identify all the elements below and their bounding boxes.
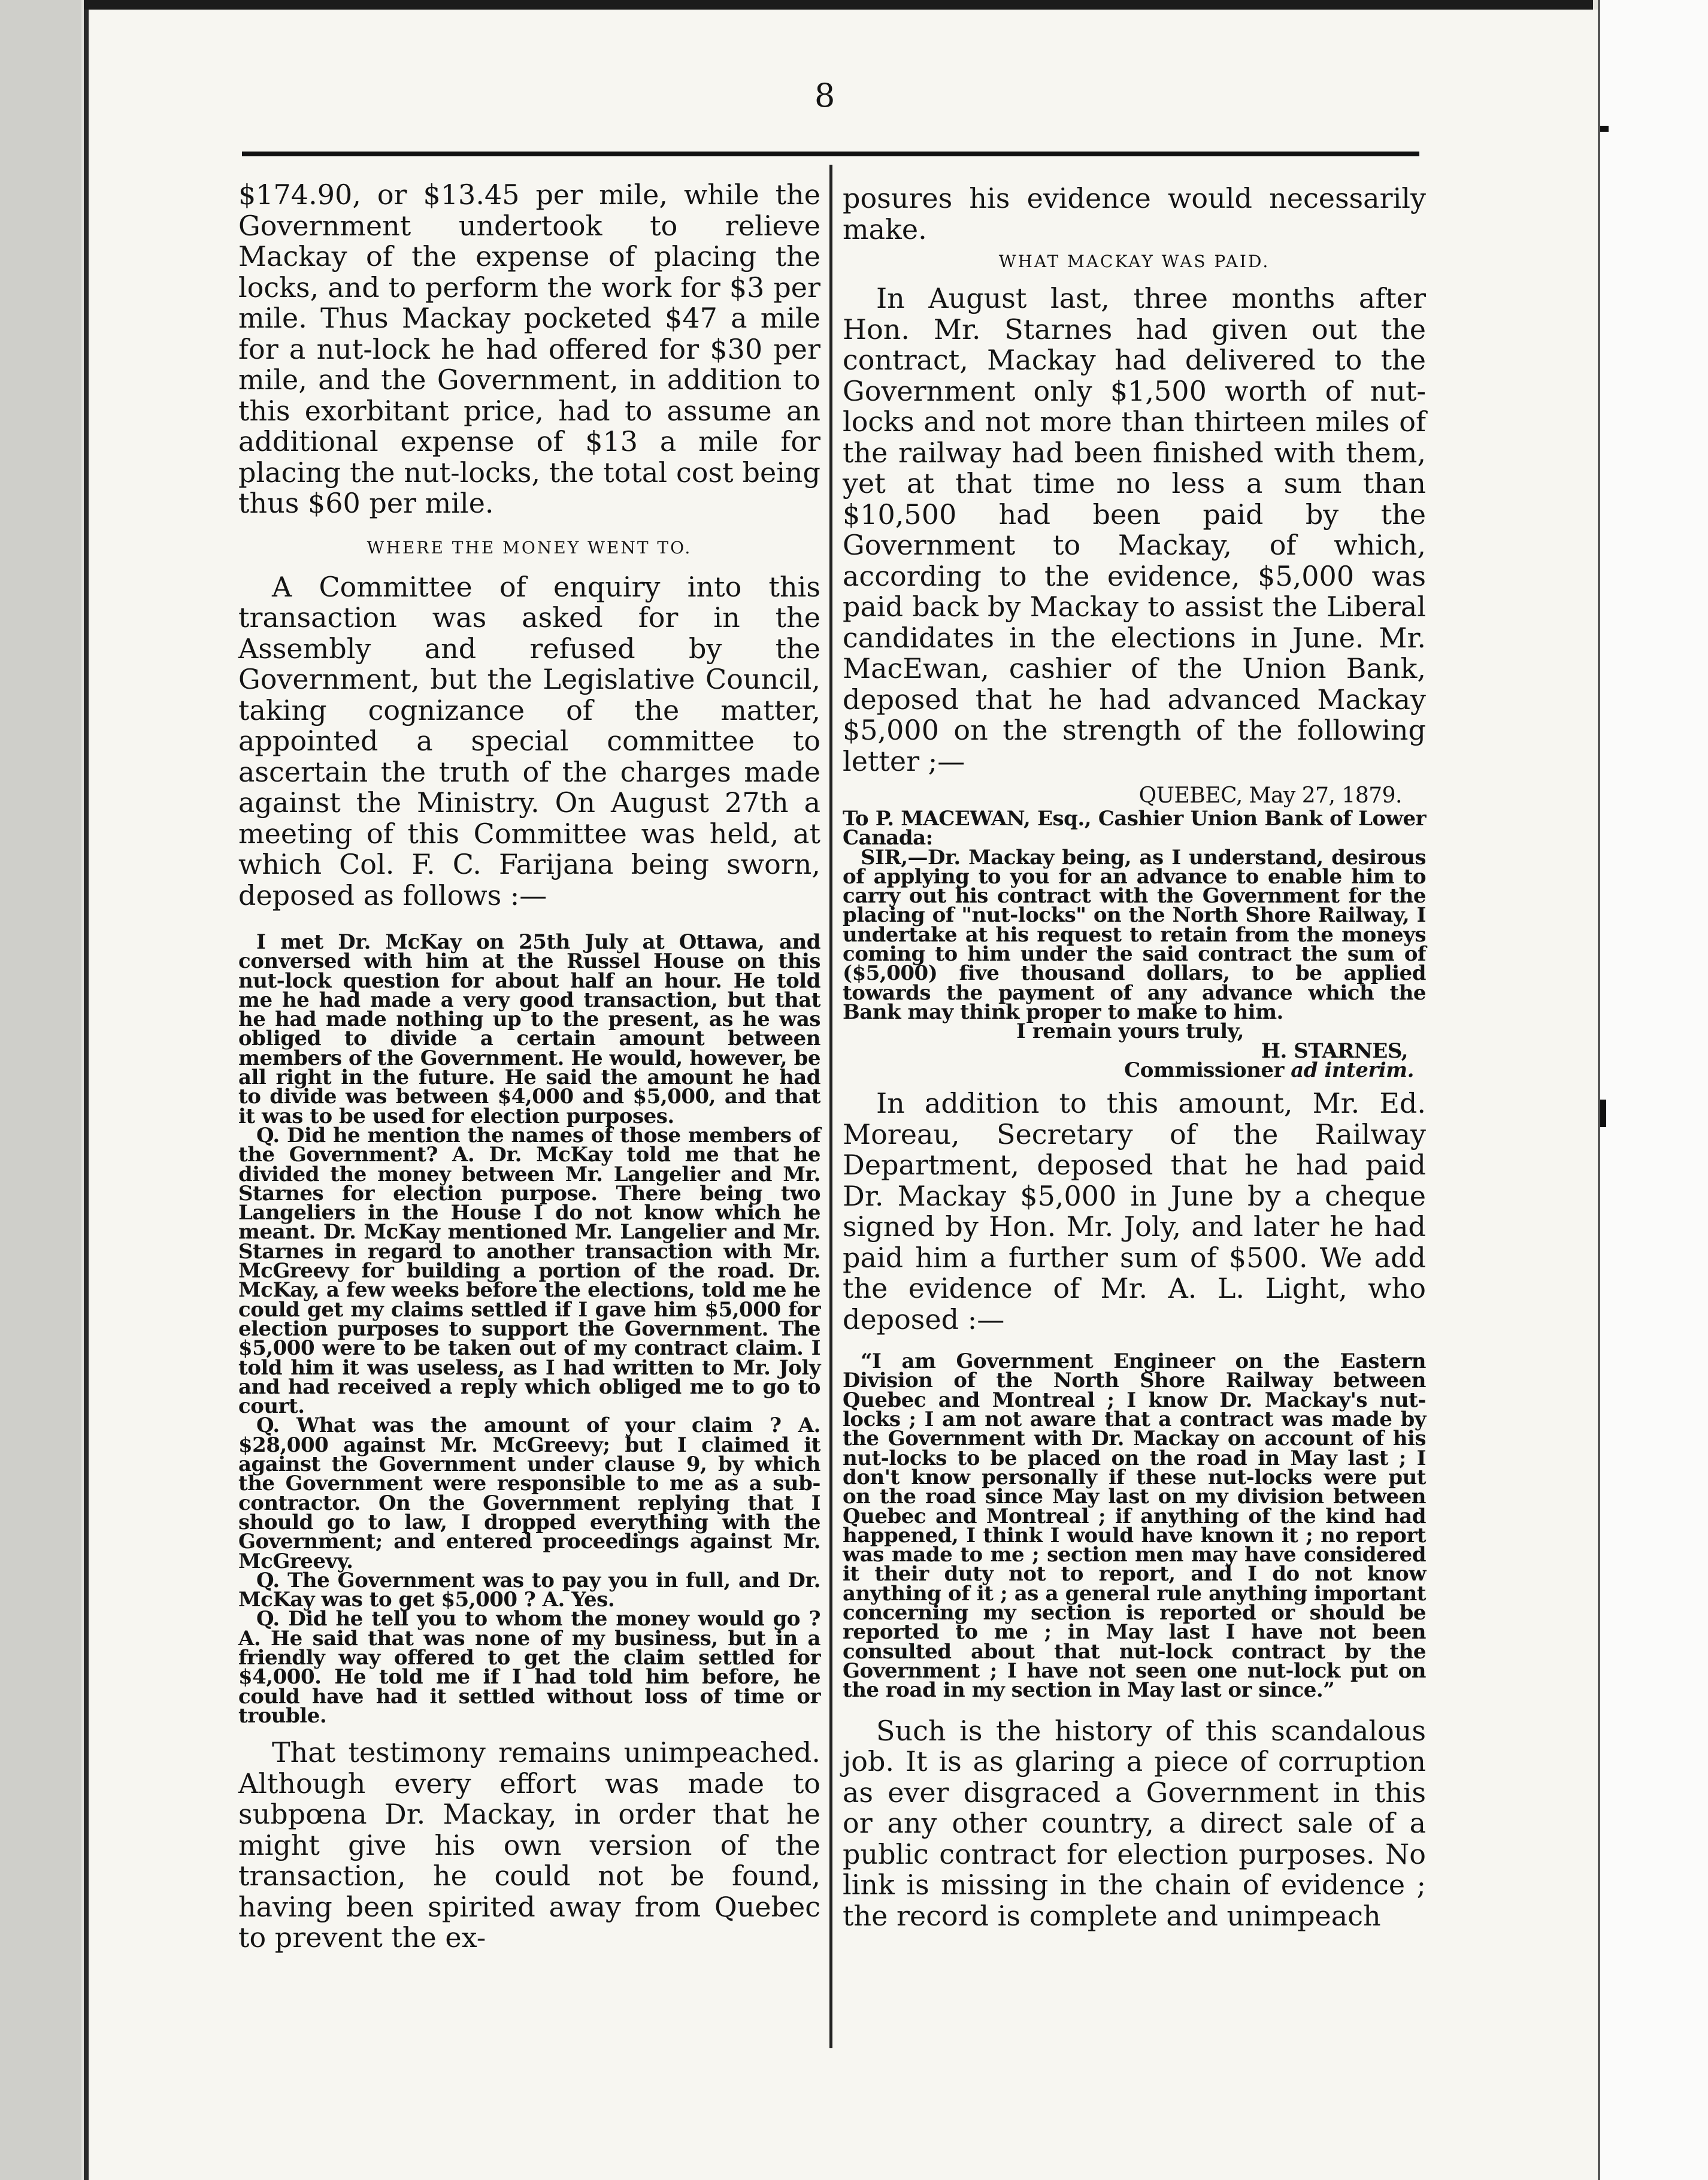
edge-mark: [1600, 126, 1609, 132]
paragraph: $174.90, or $13.45 per mile, while the Government undertook to relieve Mackay of the expense of placing the locks, and to perform the work for $3 per mile. Thus Mackay pocketed $47 a mile for a nut-lock he had offered for $30 per mile, and the Government, in addition to this exorbitant price, had to assume an additional expense of $13 a mile for placing the nut-locks, the total cost being thus $60 per mile.: [238, 178, 820, 519]
paragraph: Such is the history of this scandalous job. It is as glaring a piece of corruption as ever disgraced a Government in this or any other country, a direct sale of a public contract for election purposes. No link is missing in the chain of evidence ; the record is complete and unimpeach: [843, 1714, 1426, 1932]
scan-background-right: [1600, 0, 1708, 2180]
scan-background-left: [0, 0, 81, 2180]
page-number: 8: [814, 77, 835, 114]
quoted-testimony: “I am Government Engineer on the Eastern Division of the North Shore Railway between Quebec and Montreal ; I know Dr. Mackay's nut-locks ; I am not aware that a contract was made by the Government with Dr. Mackay on account of his nut-locks to be placed on the road in May last ; I don't know personally if these nut-locks were put on the road since May last on my division between Quebec and Montreal ; if anything of the kind had happened, I think I would have known it ; no report was made to me ; section men may have considered it their duty not to report, and I do not know anything of it ; as a general rule anything important concerning my section is reported or should be reported to me ; in May last I have not been consulted about that nut-lock contract by the Government ; I have not seen one nut-lock put on the road in my section in May last or since.”: [843, 1349, 1426, 1703]
column-rule: [829, 165, 832, 2048]
testimony-paragraph: Q. The Government was to pay you in full, and Dr. McKay was to get $5,000 ? A. Yes.: [238, 1568, 820, 1612]
section-heading: WHERE THE MONEY WENT TO.: [367, 537, 692, 558]
right-column: [843, 183, 1426, 1931]
signer-title-text: Commissioner: [1124, 1058, 1291, 1082]
letter-signer-title: [843, 1058, 1426, 1082]
paragraph: In August last, three months after Hon. Mr. Starnes had given out the contract, Mackay had delivered to the Government only $1,500 worth of nut-locks and not more than thirteen miles of the railway had been finished with them, yet at that time no less a sum than $10,500 had been paid by the Government to Mackay, of which, according to the evidence, $5,000 was paid back by Mackay to assist the Liberal candidates in the elections in June. Mr. MacEwan, cashier of the Union Bank, deposed that he had advanced Mackay $5,000 on the strength of the following letter ;—: [843, 282, 1426, 777]
edge-mark: [1600, 1100, 1606, 1127]
signer-title-italic: ad interim.: [1291, 1058, 1414, 1082]
paragraph: That testimony remains unimpeached. Although every effort was made to subpœna Dr. Mackay, in order that he might give his own version of the transaction, he could not be found, having been spirited away from Quebec to prevent the ex-: [238, 1736, 820, 1954]
paragraph: In addition to this amount, Mr. Ed. Moreau, Secretary of the Railway Department, deposed that he had paid Dr. Mackay $5,000 in June by a cheque signed by Hon. Mr. Joly, and later he had paid him a further sum of $500. We add the evidence of Mr. A. L. Light, who deposed :—: [843, 1087, 1426, 1336]
header-rule: [242, 152, 1419, 156]
letter-address: To P. MACEWAN, Esq., Cashier Union Bank of Lower Canada:: [843, 807, 1426, 850]
section-heading: WHAT MACKAY WAS PAID.: [998, 252, 1270, 271]
paragraph: posures his evidence would necessarily make.: [843, 182, 1426, 246]
testimony-paragraph: Q. What was the amount of your claim ? A. $28,000 against Mr. McGreevy; but I claimed it against the Government under clause 9, by which the Government were responsible to me as a sub-contractor. On the Government replying that I should go to law, I dropped everything with the Government; and entered proceedings against Mr. McGreevy.: [238, 1413, 820, 1573]
left-column: [238, 180, 820, 1954]
testimony-paragraph: I met Dr. McKay on 25th July at Ottawa, and conversed with him at the Russel House on this nut-lock question for about half an hour. He told me he had made a very good transaction, but that he had made nothing up to the present, as he was obliged to divide a certain amount between members of the Government. He would, however, be all right in the future. He said the amount he had to divide was between $4,000 and $5,000, and that it was to be used for election purposes.: [238, 930, 820, 1128]
letter-signature: H. STARNES,: [1261, 1038, 1408, 1063]
letter-body: SIR,—Dr. Mackay being, as I understand, desirous of applying to you for an advance to enable him to carry out his contract with the Government for the placing of "nut-locks" on the North Shore Railway, I undertake at his request to retain from the moneys coming to him under the said contract the sum of ($5,000) five thousand dollars, to be applied towards the payment of any advance which the Bank may think proper to make to him.: [843, 845, 1426, 1024]
paragraph: A Committee of enquiry into this transaction was asked for in the Assembly and refused by the Government, but the Legislative Council, taking cognizance of the matter, appointed a special committee to ascertain the truth of the charges made against the Ministry. On August 27th a meeting of this Committee was held, at which Col. F. C. Farijana being sworn, deposed as follows :—: [238, 570, 820, 912]
letter-dateline: QUEBEC, May 27, 1879.: [1138, 783, 1402, 808]
letter-closing: I remain yours truly,: [1016, 1019, 1244, 1044]
scan-edge-top: [84, 0, 1593, 10]
testimony-paragraph: Q. Did he tell you to whom the money would go ? A. He said that was none of my business, but in a friendly way offered to get the claim settled for $4,000. He told me if I had told him before, he could have had it settled without loss of time or trouble.: [238, 1607, 820, 1728]
testimony: [238, 930, 820, 1728]
letter: [843, 783, 1426, 1080]
testimony-paragraph: Q. Did he mention the names of those members of the Government? A. Dr. McKay told me that he divided the money between Mr. Langelier and Mr. Starnes for election purpose. There being two Langeliers in the House I do not know which he meant. Dr. McKay mentioned Mr. Langelier and Mr. Starnes in regard to another transaction with Mr. McGreevy for building a portion of the road. Dr. McKay, a few weeks before the elections, told me he could get my claims settled if I gave him $5,000 for election purposes to support the Government. The $5,000 were to be taken out of my contract claim. I told him it was useless, as I had written to Mr. Joly and had received a reply which obliged me to go to court.: [238, 1123, 820, 1419]
scan-edge-left: [84, 0, 89, 2180]
